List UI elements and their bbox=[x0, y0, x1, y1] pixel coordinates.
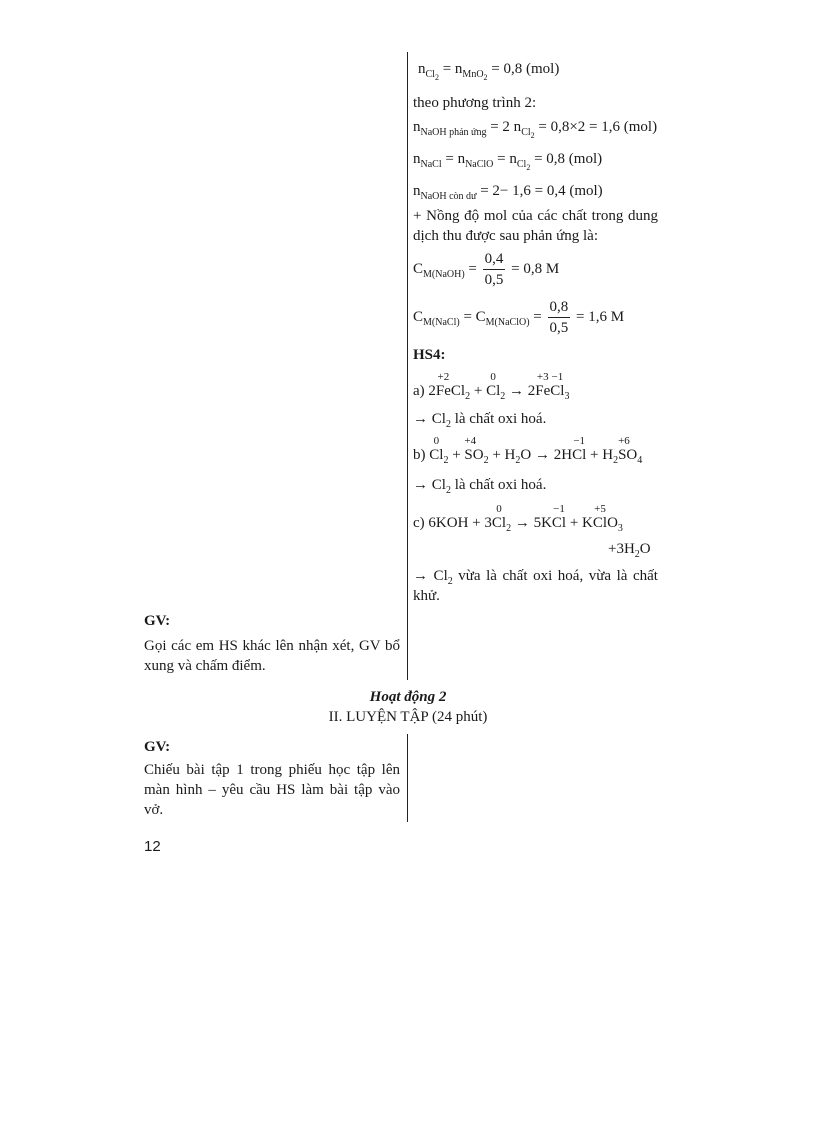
line-cm-naoh: $C_{M(NaOH)}$ = $\frac{0,4}{0,5}$ = 0,8 M bbox=[413, 251, 560, 288]
reaction-b-note: → $Cl_2$ là chất oxi hoá. bbox=[413, 477, 547, 496]
equation-2-label: theo phương trình 2: bbox=[413, 95, 537, 111]
line-n-cl2: $n_{Cl_2} = n_{MnO_2} = 0,8$ (mol) bbox=[418, 61, 560, 82]
line-cm-nacl: $C_{M(NaCl)} = C_{M(NaClO)}$ = $\frac{0,8}{0,5}$ = 1,6 M bbox=[413, 299, 625, 336]
reaction-a-note: → $Cl_2$ là chất oxi hoá. bbox=[413, 411, 547, 430]
reaction-a: a) 2 +2 FeCl$_2$ + 0 $Cl_2 \to 2$ +3 Fe −1 $Cl_3$ bbox=[413, 371, 570, 402]
activity-subtitle: II. LUYỆN TẬP (24 phút) bbox=[328, 709, 488, 725]
line-naoh-excess: $n_{NaOH còn dư} = 2- 1,6 = 0,4$ (mol) bbox=[413, 183, 603, 202]
reaction-c: c) 6KOH + 3 0 $Cl_2 \to 5K$ −1 Cl + K +5 ClO$_3$ bbox=[413, 503, 623, 534]
concentration-intro: + Nồng độ mol của các chất trong dung dịch thu được sau phản ứng là: bbox=[413, 208, 658, 244]
gv-text-2: Chiếu bài tập 1 trong phiếu học tập lên màn hình – yêu cầu HS làm bài tập vào vở. bbox=[144, 762, 400, 818]
gv-text-1: Gọi các em HS khác lên nhận xét, GV bổ xung và chấm điểm. bbox=[144, 638, 400, 674]
gv-label-2: GV: bbox=[144, 739, 171, 755]
gv-label-1: GV: bbox=[144, 613, 171, 629]
line-nacl: $n_{NaCl} = n_{NaClO} = n_{Cl_2} = 0,8$ (mol) bbox=[413, 151, 603, 172]
reaction-c-note: → $Cl_2$ vừa là chất oxi hoá, vừa là chất khử. bbox=[413, 568, 658, 604]
column-divider-top bbox=[407, 52, 408, 680]
activity-title: Hoạt động 2 bbox=[369, 689, 447, 705]
column-divider-bottom bbox=[407, 734, 408, 822]
reaction-b: b) 0 $Cl_2$ + +4 $SO_2 + H_2O \to 2H$ −1 $Cl + H_2$ +6 $SO_4$ bbox=[413, 435, 643, 466]
page-number: 12 bbox=[144, 838, 161, 855]
line-naoh-reacted: $n_{NaOH phản ứng} = 2$ $n_{Cl_2} = 0,8\times 2 = 1,6$ (mol) bbox=[413, 119, 658, 140]
reaction-c-continuation: $+3H_2O$ bbox=[608, 541, 651, 560]
hs4-heading: HS4: bbox=[413, 347, 446, 363]
